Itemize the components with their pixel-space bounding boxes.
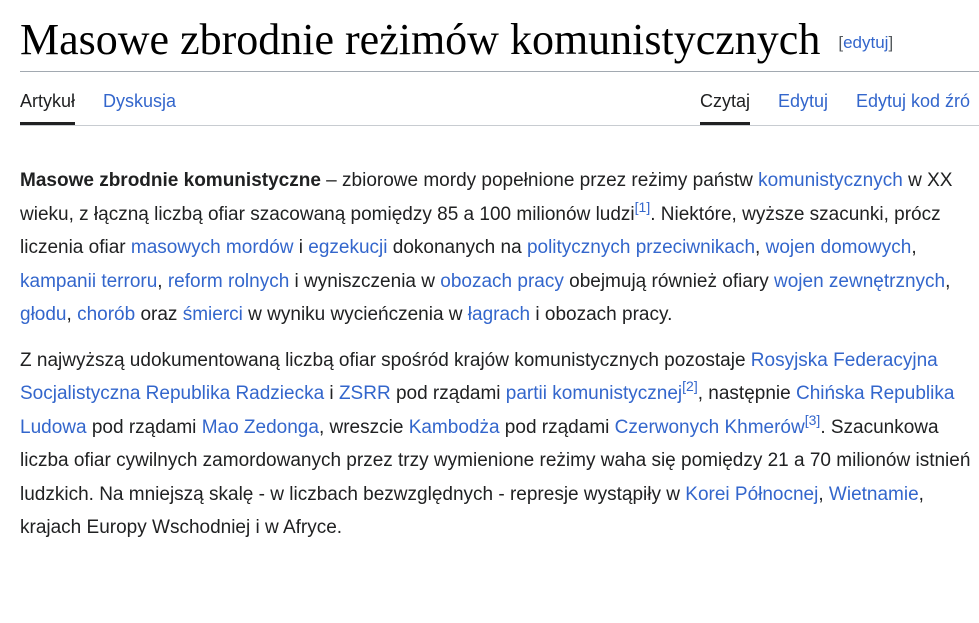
- link-komunistycznych[interactable]: komunistycznych: [758, 170, 903, 191]
- text: ,: [911, 237, 917, 258]
- link-rfsrr[interactable]: Rosyjska Federacyjna Socjalistyczna Republika Radziecka: [20, 349, 938, 404]
- edit-bracket-close: ]: [888, 33, 894, 52]
- link-reform-rolnych[interactable]: reform rolnych: [167, 270, 290, 292]
- text: – zbiorowe mordy popełnione przez reżimy państw: [320, 170, 759, 191]
- text: . Szacunkowa liczba ofiar cywilnych zamordowanych przez trzy wymienione reżimy waha się pomiędzy 21 a 70 milionów istnień ludzkich. Na mniejszą skalę - w liczbach bezwzględnych - represje wystąpiły w: [20, 416, 971, 505]
- text: , krajach Europy Wschodniej i w Afryce.: [20, 483, 924, 538]
- text: ,: [818, 483, 829, 505]
- page-heading: [20, 14, 979, 65]
- paragraph-1: [20, 164, 979, 332]
- text: pod rządami: [86, 416, 202, 438]
- edit-bracket-open: [: [838, 33, 844, 52]
- edit-section: [838, 33, 893, 52]
- link-kampanii-terroru[interactable]: kampanii terroru: [20, 270, 158, 292]
- link-czerwonych-khmerow[interactable]: Czerwonych Khmerów: [614, 416, 805, 438]
- reference-3[interactable]: [3]: [804, 411, 821, 428]
- reference-1[interactable]: [1]: [634, 198, 651, 215]
- tab-discussion[interactable]: Dyskusja: [103, 91, 177, 111]
- text: ,: [157, 270, 168, 292]
- text: ,: [945, 270, 951, 292]
- text: i obozach pracy.: [530, 304, 673, 325]
- text: w wyniku wycieńczenia w: [242, 304, 468, 325]
- link-mao-zedonga[interactable]: Mao Zedonga: [201, 416, 319, 438]
- page-title: Masowe zbrodnie reżimów komunistycznych: [20, 15, 821, 64]
- text: , wreszcie: [318, 416, 409, 438]
- link-smierci[interactable]: śmierci: [182, 304, 243, 325]
- link-partii-komunistycznej[interactable]: partii komunistycznej: [505, 383, 683, 404]
- tab-article[interactable]: Artykuł: [20, 91, 76, 111]
- text: ,: [66, 304, 78, 325]
- paragraph-2: [20, 344, 979, 545]
- link-wojen-domowych[interactable]: wojen domowych: [765, 237, 912, 258]
- link-kambodza[interactable]: Kambodża: [408, 416, 500, 438]
- link-wietnamie[interactable]: Wietnamie: [828, 483, 919, 505]
- text: dokonanych na: [387, 237, 527, 258]
- link-lagrach[interactable]: łagrach: [467, 304, 531, 325]
- title-divider: [20, 71, 979, 72]
- link-masowych-mordow[interactable]: masowych mordów: [130, 237, 294, 258]
- text: oraz: [135, 304, 183, 325]
- link-glodu[interactable]: głodu: [20, 304, 67, 325]
- bold-term: Masowe zbrodnie komunistyczne: [20, 170, 321, 191]
- link-chinska-republika-ludowa[interactable]: Chińska Republika Ludowa: [20, 383, 955, 438]
- article-content: [20, 164, 979, 545]
- text: i: [293, 237, 309, 258]
- tab-read[interactable]: Czytaj: [700, 91, 751, 111]
- text: ,: [755, 237, 766, 258]
- text: . Niektóre, wyższe szacunki, prócz liczenia ofiar: [20, 203, 941, 258]
- text: pod rządami: [499, 416, 615, 438]
- text: w XX wieku, z łączną liczbą ofiar szacowaną pomiędzy 85 a 100 milionów ludzi: [20, 170, 953, 225]
- tabs-divider: [20, 125, 979, 126]
- link-egzekucji[interactable]: egzekucji: [308, 237, 388, 258]
- tab-edit[interactable]: Edytuj: [778, 91, 829, 111]
- text: Z najwyższą udokumentowaną liczbą ofiar spośród krajów komunistycznych pozostaje: [20, 349, 751, 371]
- text: i wyniszczenia w: [289, 270, 441, 292]
- link-chorob[interactable]: chorób: [77, 304, 136, 325]
- text: pod rządami: [390, 383, 506, 404]
- tab-edit-source[interactable]: Edytuj kod źró: [856, 91, 971, 111]
- link-politycznych-przeciwnikach[interactable]: politycznych przeciwnikach: [526, 237, 756, 258]
- link-zsrr[interactable]: ZSRR: [338, 383, 391, 404]
- link-wojen-zewnetrznych[interactable]: wojen zewnętrznych: [774, 270, 946, 292]
- edit-section-link[interactable]: edytuj: [843, 33, 889, 52]
- text: , następnie: [697, 383, 796, 404]
- link-obozach-pracy[interactable]: obozach pracy: [440, 270, 564, 292]
- link-korei-polnocnej[interactable]: Korei Północnej: [685, 483, 819, 505]
- text: obejmują również ofiary: [563, 270, 774, 292]
- reference-2[interactable]: [2]: [682, 378, 698, 394]
- text: i: [324, 383, 339, 404]
